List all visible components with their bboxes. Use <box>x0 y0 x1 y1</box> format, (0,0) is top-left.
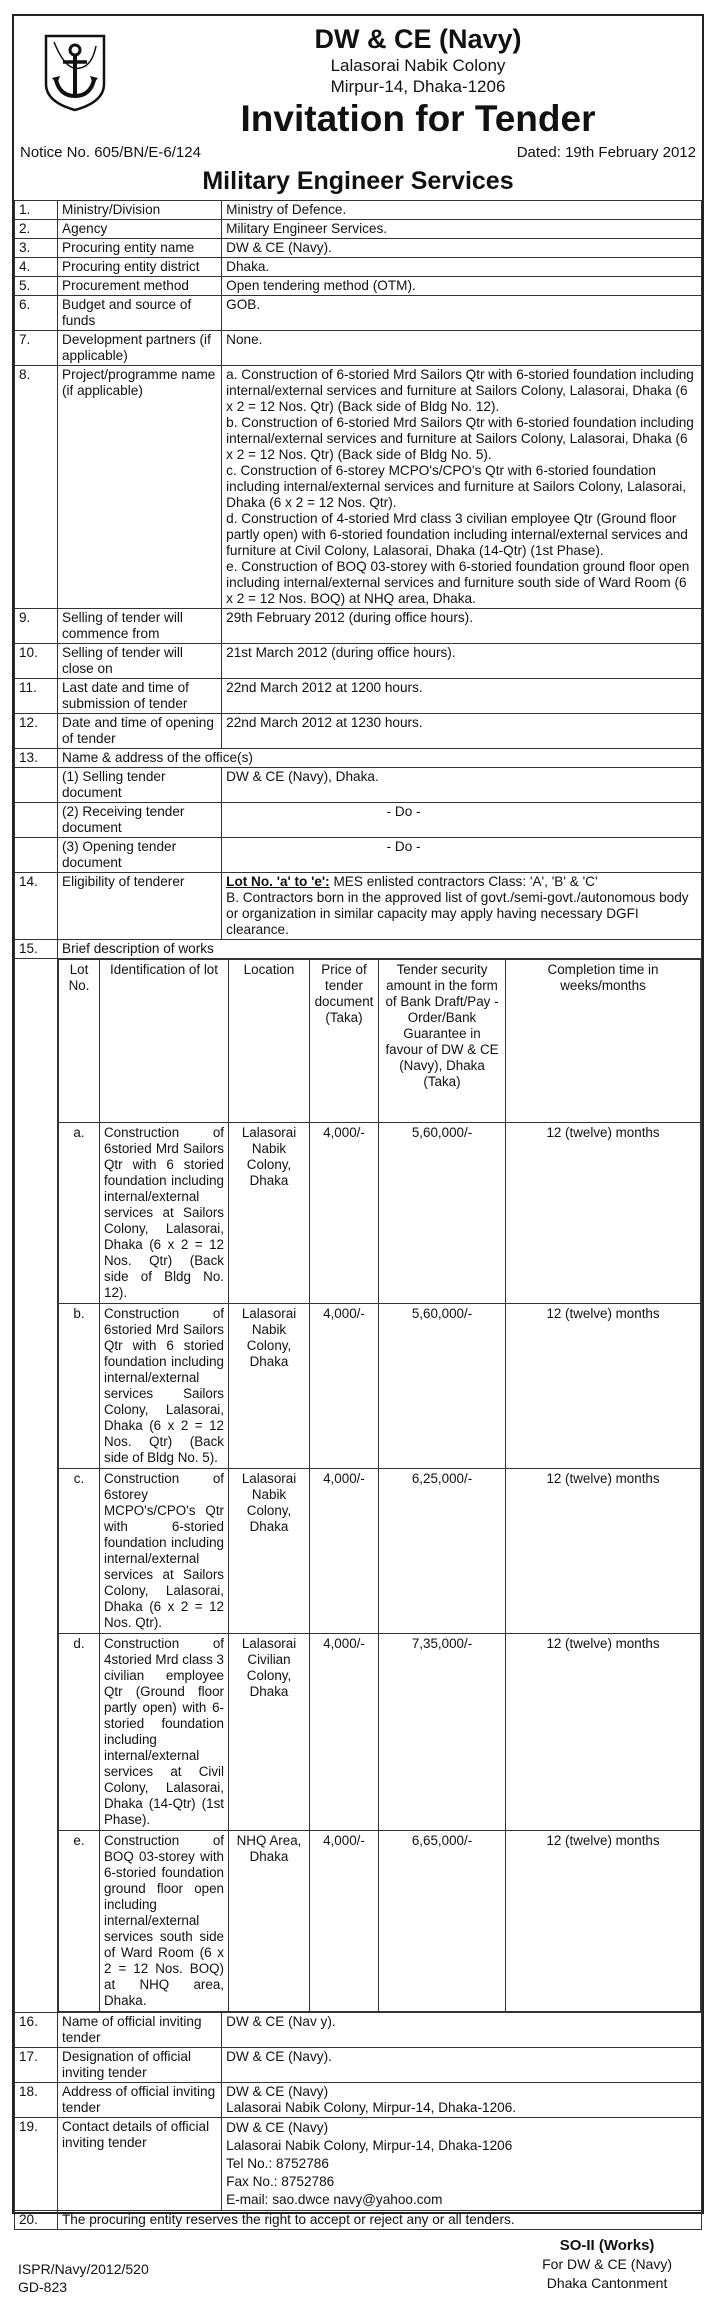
lot-location: Lalasorai Civilian Colony, Dhaka <box>229 1634 310 1831</box>
table-row <box>15 2211 702 2230</box>
row-value: DW & CE (Nav y). <box>222 2013 702 2048</box>
row-label: Budget and source of funds <box>58 296 222 331</box>
lot-location: Lalasorai Nabik Colony, Dhaka <box>229 1123 310 1304</box>
row-value: DW & CE (Navy). <box>222 239 702 258</box>
table-row <box>15 644 702 679</box>
lot-identification: Construction of BOQ 03-storey with 6-storied foundation ground floor open including internal/external services south side of Ward Room (6 x 2 = 12 Nos. BOQ) at NHQ area, Dhaka. <box>100 1831 229 2012</box>
row-value: DW & CE (Navy). <box>222 2048 702 2083</box>
col-header: Price of tender document (Taka) <box>310 960 379 1123</box>
gd-number: GD-823 <box>18 2279 68 2295</box>
row-label: Development partners (if applicable) <box>58 331 222 366</box>
row-number: 2. <box>15 220 58 239</box>
lot-security: 6,25,000/- <box>379 1469 506 1634</box>
notice-number: Notice No. 605/BN/E-6/124 <box>20 144 201 161</box>
row-value <box>222 2083 702 2118</box>
row-label: Project/programme name (if applicable) <box>58 366 222 609</box>
table-row <box>15 366 702 609</box>
org-address-line1: Lalasorai Nabik Colony <box>330 56 506 75</box>
row-number: 8. <box>15 366 58 609</box>
table-row <box>15 838 702 873</box>
row-number: 7. <box>15 331 58 366</box>
row-label: Procuring entity name <box>58 239 222 258</box>
row-number: 4. <box>15 258 58 277</box>
table-row <box>59 1634 701 1831</box>
contact-fax: Fax No.: 8752786 <box>226 2174 335 2189</box>
table-row <box>15 2083 702 2118</box>
row-number: 10. <box>15 644 58 679</box>
table-row <box>15 714 702 749</box>
row-label: Procuring entity district <box>58 258 222 277</box>
ispr-number: ISPR/Navy/2012/520 <box>18 2261 149 2277</box>
row-label: (1) Selling tender document <box>58 768 222 803</box>
row-value: 21st March 2012 (during office hours). <box>222 644 702 679</box>
col-header: Location <box>229 960 310 1123</box>
row-label: Eligibility of tenderer <box>58 873 222 940</box>
row-number: 3. <box>15 239 58 258</box>
row-label: Name of official inviting tender <box>58 2013 222 2048</box>
row-value: Ministry of Defence. <box>222 201 702 220</box>
project-item: b. Construction of 6-storied Mrd Sailors Qtr with 6-storied foundation including internal/external services and furniture at Sailors Colony, Lalasorai, Dhaka (6 x 2 = 12 Nos. Qtr) (Back side of Bldg No. 5). <box>226 415 694 462</box>
row-label: Contact details of official inviting tender <box>58 2118 222 2211</box>
row-label: Selling of tender will commence from <box>58 609 222 644</box>
row-label: (3) Opening tender document <box>58 838 222 873</box>
row-value: The procuring entity reserves the right to accept or reject any or all tenders. <box>58 2211 702 2230</box>
row-number: 1. <box>15 201 58 220</box>
contact-line: Lalasorai Nabik Colony, Mirpur-14, Dhaka-1206 <box>226 2138 513 2153</box>
col-header: Tender security amount in the form of Bank Draft/Pay - Order/Bank Guarantee in favour of DW & CE (Navy), Dhaka (Taka) <box>379 960 506 1123</box>
header <box>14 16 702 138</box>
lot-no: c. <box>59 1469 100 1634</box>
table-row <box>15 296 702 331</box>
footer <box>14 2230 702 2320</box>
row-value: Open tendering method (OTM). <box>222 277 702 296</box>
row-label: Ministry/Division <box>58 201 222 220</box>
lot-price: 4,000/- <box>310 1634 379 1831</box>
table-row <box>59 1304 701 1469</box>
row-value: DW & CE (Navy), Dhaka. <box>222 768 702 803</box>
row-label: Agency <box>58 220 222 239</box>
row-value: Dhaka. <box>222 258 702 277</box>
lot-no: a. <box>59 1123 100 1304</box>
tender-notice <box>12 14 704 2295</box>
row-value: GOB. <box>222 296 702 331</box>
lot-security: 5,60,000/- <box>379 1123 506 1304</box>
row-number: 17. <box>15 2048 58 2083</box>
lot-completion: 12 (twelve) months <box>506 1304 701 1469</box>
project-item: e. Construction of BOQ 03-storey with 6-storied foundation ground floor open including internal/external services and furniture south side of Ward Room (6 x 2 = 12 Nos. BOQ) at NHQ area, Dhaka. <box>226 559 690 606</box>
lot-identification: Construction of 6storied Mrd Sailors Qtr with 6 storied foundation including internal/external services Sailors Colony, Lalasorai, Dhaka (6 x 2 = 12 Nos. Qtr) (Back side of Bldg No. 5). <box>100 1304 229 1469</box>
signatory-for: For DW & CE (Navy) <box>542 2256 672 2272</box>
lot-completion: 12 (twelve) months <box>506 1831 701 2012</box>
table-row <box>15 220 702 239</box>
row-number: 11. <box>15 679 58 714</box>
contact-line: DW & CE (Navy) <box>226 2120 329 2135</box>
table-row <box>15 2118 702 2211</box>
row-label: (2) Receiving tender document <box>58 803 222 838</box>
row-number: 9. <box>15 609 58 644</box>
row-label: Address of official inviting tender <box>58 2083 222 2118</box>
lot-range: Lot No. 'a' to 'e': <box>226 874 330 889</box>
contact-details <box>222 2118 702 2211</box>
row-value: Military Engineer Services. <box>222 220 702 239</box>
table-row <box>15 749 702 768</box>
lot-completion: 12 (twelve) months <box>506 1123 701 1304</box>
lot-identification: Construction of 6storied Mrd Sailors Qtr with 6 storied foundation including internal/external services at Sailors Colony, Lalasorai, Dhaka (6 x 2 = 12 Nos. Qtr) (Back side of Bldg No. 12). <box>100 1123 229 1304</box>
row-label: Last date and time of submission of tender <box>58 679 222 714</box>
lot-identification: Construction of 4storied Mrd class 3 civilian employee Qtr (Ground floor partly open) with 6-storied foundation including internal/external services at Civil Colony, Lalasorai, Dhaka (14-Qtr) (1st Phase). <box>100 1634 229 1831</box>
subtitle: Military Engineer Services <box>202 167 514 195</box>
row-label: Brief description of works <box>58 940 702 959</box>
lot-completion: 12 (twelve) months <box>506 1634 701 1831</box>
table-row <box>15 2013 702 2048</box>
eligibility-a: MES enlisted contractors Class: 'A', 'B' & 'C' <box>329 874 598 889</box>
lot-no: e. <box>59 1831 100 2012</box>
row-number: 16. <box>15 2013 58 2048</box>
row-value: 22nd March 2012 at 1230 hours. <box>222 714 702 749</box>
col-header: Lot No. <box>59 960 100 1123</box>
row-value: 29th February 2012 (during office hours). <box>222 609 702 644</box>
lot-security: 6,65,000/- <box>379 1831 506 2012</box>
lot-no: b. <box>59 1304 100 1469</box>
lot-price: 4,000/- <box>310 1123 379 1304</box>
lot-location: Lalasorai Nabik Colony, Dhaka <box>229 1469 310 1634</box>
row-number: 6. <box>15 296 58 331</box>
project-item: a. Construction of 6-storied Mrd Sailors Qtr with 6-storied foundation including internal/external services and furniture at Sailors Colony, Lalasorai, Dhaka (6 x 2 = 12 Nos. Qtr) (Back side of Bldg No. 12). <box>226 367 694 414</box>
row-label: Selling of tender will close on <box>58 644 222 679</box>
row-label: Designation of official inviting tender <box>58 2048 222 2083</box>
lot-no: d. <box>59 1634 100 1831</box>
lot-location: NHQ Area, Dhaka <box>229 1831 310 2012</box>
table-row <box>15 258 702 277</box>
eligibility-b: B. Contractors born in the approved list of govt./semi-govt./autonomous body or organization in similar capacity may apply having necessary DGFI clearance. <box>226 890 689 937</box>
row-number: 13. <box>15 749 58 768</box>
lot-location: Lalasorai Nabik Colony, Dhaka <box>229 1304 310 1469</box>
table-row <box>15 679 702 714</box>
table-row <box>59 1123 701 1304</box>
address-line: Lalasorai Nabik Colony, Mirpur-14, Dhaka-1206. <box>226 2100 517 2115</box>
row-number: 12. <box>15 714 58 749</box>
signatory-location: Dhaka Cantonment <box>546 2275 668 2291</box>
org-name: DW & CE (Navy) <box>314 24 522 54</box>
row-number: 18. <box>15 2083 58 2118</box>
works-table <box>58 959 701 2012</box>
table-row <box>15 239 702 258</box>
table-row <box>15 803 702 838</box>
signatory-title: SO-II (Works) <box>559 2237 655 2254</box>
lot-price: 4,000/- <box>310 1831 379 2012</box>
row-label: Name & address of the office(s) <box>58 749 702 768</box>
row-value: 22nd March 2012 at 1200 hours. <box>222 679 702 714</box>
project-item: c. Construction of 6-storey MCPO's/CPO's Qtr with 6-storied foundation including internal/external services and furniture at Sailors Colony, Lalasorai, Dhaka (6 x 2 = 12 Nos. Qtr). <box>226 463 687 510</box>
row-label: Date and time of opening of tender <box>58 714 222 749</box>
table-row <box>15 2048 702 2083</box>
lot-identification: Construction of 6storey MCPO's/CPO's Qtr with 6-storied foundation including internal/external services at Sailors Colony, Lalasorai, Dhaka (6 x 2 = 12 Nos. Qtr). <box>100 1469 229 1634</box>
table-row <box>59 1469 701 1634</box>
row-number: 19. <box>15 2118 58 2211</box>
lot-price: 4,000/- <box>310 1304 379 1469</box>
contact-phone: Tel No.: 8752786 <box>226 2156 329 2171</box>
eligibility-text <box>222 873 702 940</box>
project-list <box>222 366 702 609</box>
row-number: 5. <box>15 277 58 296</box>
row-number: 14. <box>15 873 58 940</box>
notice-date: Dated: 19th February 2012 <box>516 144 696 161</box>
col-header: Completion time in weeks/months <box>506 960 701 1123</box>
table-row <box>15 277 702 296</box>
contact-email: E-mail: sao.dwce navy@yahoo.com <box>226 2192 443 2207</box>
document-title: Invitation for Tender <box>240 98 596 139</box>
row-value: - Do - <box>222 803 702 838</box>
col-header: Identification of lot <box>100 960 229 1123</box>
row-value: - Do - <box>222 838 702 873</box>
row-value: None. <box>222 331 702 366</box>
lot-security: 7,35,000/- <box>379 1634 506 1831</box>
table-row <box>15 201 702 220</box>
table-row <box>15 609 702 644</box>
navy-anchor-emblem <box>40 32 110 112</box>
address-line: DW & CE (Navy) <box>226 2084 329 2099</box>
row-number: 15. <box>15 940 58 959</box>
lot-price: 4,000/- <box>310 1469 379 1634</box>
table-row <box>59 1831 701 2012</box>
table-row <box>15 768 702 803</box>
table-row <box>15 873 702 940</box>
tender-table <box>14 200 702 2230</box>
org-address-line2: Mirpur-14, Dhaka-1206 <box>330 77 506 96</box>
row-number: 20. <box>15 2211 58 2230</box>
row-label: Procurement method <box>58 277 222 296</box>
lot-security: 5,60,000/- <box>379 1304 506 1469</box>
project-item: d. Construction of 4-storied Mrd class 3 civilian employee Qtr (Ground floor partly open) with 6-storied foundation including internal/external services and furniture at Civil Colony, Lalasorai, Dhaka (14-Qtr) (1st Phase). <box>226 511 688 558</box>
table-row <box>15 940 702 959</box>
table-row <box>15 331 702 366</box>
works-header-row <box>59 960 701 1123</box>
lot-completion: 12 (twelve) months <box>506 1469 701 1634</box>
